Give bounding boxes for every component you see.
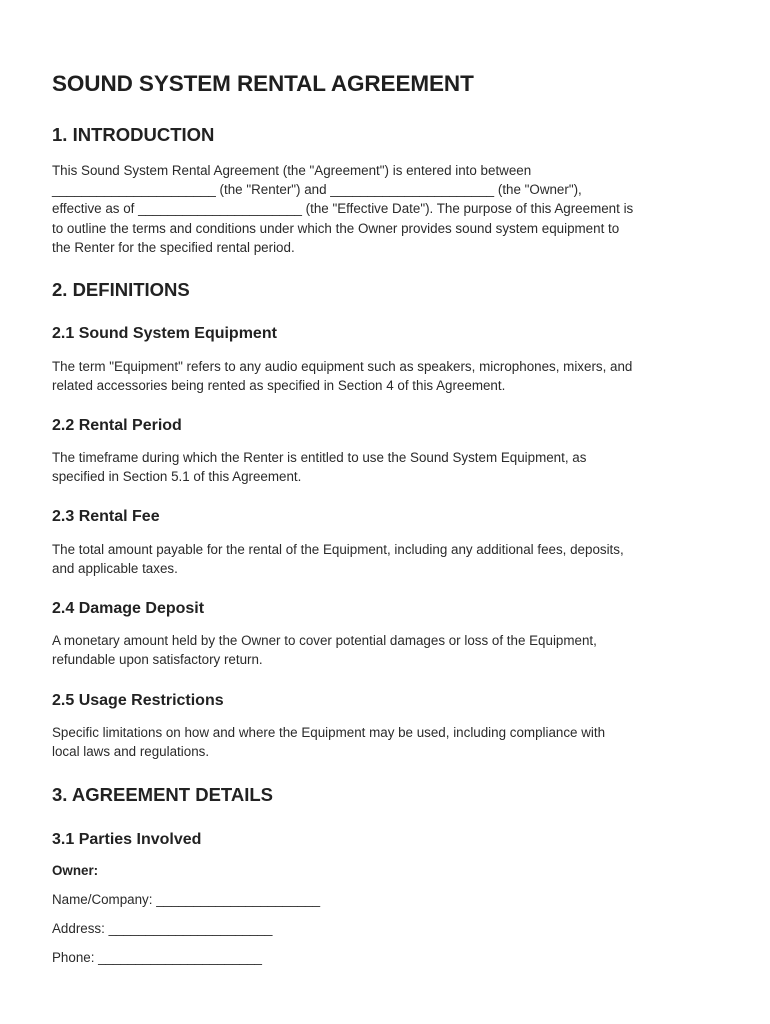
text-line: related accessories being rented as specified in Section 4 of this Agreement. <box>52 378 506 394</box>
definition-paragraph-usage-restrictions <box>52 723 732 761</box>
text-line: Specific limitations on how and where the Equipment may be used, including compliance with <box>52 725 606 740</box>
definition-paragraph-rental-fee <box>52 540 732 578</box>
text-line: refundable upon satisfactory return. <box>52 652 263 668</box>
text-line: A monetary amount held by the Owner to cover potential damages or loss of the Equipment, <box>52 633 597 648</box>
text-line: specified in Section 5.1 of this Agreement. <box>52 469 302 485</box>
owner-name-company-field: Name/Company: ______________________ <box>52 892 321 907</box>
definition-paragraph-damage-deposit <box>52 631 732 669</box>
subsection-heading-parties-involved: 3.1 Parties Involved <box>52 831 202 848</box>
section-heading-agreement-details: 3. AGREEMENT DETAILS <box>52 784 273 805</box>
text-line: effective as of ______________________ (the "Effective Date"). The purpose of this Agreement is <box>52 201 634 217</box>
text-line: and applicable taxes. <box>52 561 178 577</box>
definition-paragraph-equipment <box>52 357 732 395</box>
owner-label: Owner: <box>52 863 99 878</box>
section-heading-definitions: 2. DEFINITIONS <box>52 279 190 300</box>
subsection-heading-rental-fee: 2.3 Rental Fee <box>52 508 160 525</box>
text-line: The timeframe during which the Renter is entitled to use the Sound System Equipment, as <box>52 450 587 465</box>
text-line: local laws and regulations. <box>52 744 210 760</box>
text-line: This Sound System Rental Agreement (the "Agreement") is entered into between <box>52 163 532 178</box>
introduction-paragraph <box>52 161 732 257</box>
text-line: The term "Equipment" refers to any audio equipment such as speakers, microphones, mixers, and <box>52 359 633 374</box>
text-line: ______________________ (the "Renter") and ______________________ (the "Owner"), <box>52 182 582 198</box>
definition-paragraph-rental-period <box>52 448 732 486</box>
subsection-heading-damage-deposit: 2.4 Damage Deposit <box>52 600 205 617</box>
text-line: the Renter for the specified rental period. <box>52 239 295 255</box>
subsection-heading-rental-period: 2.2 Rental Period <box>52 417 182 434</box>
document-title: SOUND SYSTEM RENTAL AGREEMENT <box>52 71 474 96</box>
subsection-heading-sound-system-equipment: 2.1 Sound System Equipment <box>52 325 277 342</box>
subsection-heading-usage-restrictions: 2.5 Usage Restrictions <box>52 692 224 709</box>
owner-phone-field: Phone: ______________________ <box>52 950 263 965</box>
section-heading-introduction: 1. INTRODUCTION <box>52 124 215 145</box>
text-line: The total amount payable for the rental of the Equipment, including any additional fees, deposits, <box>52 542 624 557</box>
text-line: to outline the terms and conditions under which the Owner provides sound system equipment to <box>52 220 620 236</box>
owner-address-field: Address: ______________________ <box>52 921 273 936</box>
